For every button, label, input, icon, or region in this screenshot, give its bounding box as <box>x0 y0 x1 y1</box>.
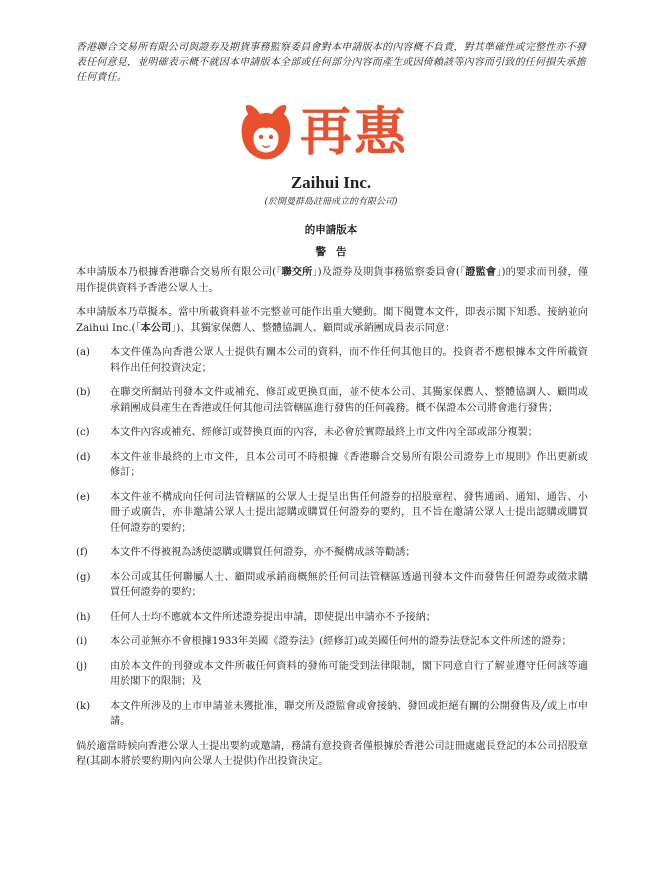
item-label: (d) <box>76 451 91 463</box>
list-item <box>76 345 588 376</box>
item-label: (f) <box>76 547 88 558</box>
item-label: (g) <box>76 571 91 583</box>
list-item <box>76 610 588 626</box>
item-text: 本文件並不構成向任何司法管轄區的公眾人士提呈出售任何證券的招股章程、發售通函、通知、通告、小冊子或廣告，亦非邀請公眾人士提出認購或購買任何證券的要約，且不旨在邀請公眾人士提出認購或購買任何證券的要約； <box>110 491 588 534</box>
list-item <box>76 385 588 416</box>
item-text: 由於本文件的刊發或本文件所載任何資料的發佈可能受到法律限制，閣下同意自行了解並遵守任何該等適用於閣下的限制；及 <box>110 660 588 687</box>
document-body <box>76 265 588 779</box>
draft-paragraph: 本申請版本乃草擬本。當中所載資料並不完整並可能作出重大變動。閣下閱覽本文件，即表示閣下知悉、接納並向Zaihui Inc.(「本公司」)、其獨家保薦人、整體協調人、顧問或承銷團成員表示同意： <box>76 307 588 334</box>
item-text: 本公司或其任何聯屬人士、顧問或承銷商概無於任何司法管轄區透過刊發本文件而發售任何證券或徵求購買任何證券的要約； <box>110 571 588 598</box>
incorporation-note: (於開曼群島註冊成立的有限公司) <box>264 197 398 207</box>
sfc-term: 證監會 <box>465 266 497 278</box>
item-text: 本文件不得被視為誘使認購或購買任何證券，亦不擬構成該等勸誘； <box>110 547 416 558</box>
item-text: 本文件所涉及的上市申請並未獲批准，聯交所及證監會或會接納、發回或拒絕有關的公開發售及╱或上市申請。 <box>110 700 588 727</box>
logo-wordmark: 再惠 <box>300 103 409 163</box>
item-label: (h) <box>76 611 91 623</box>
disclaimer-text: 香港聯合交易所有限公司與證券及期貨事務監察委員會對本申請版本的內容概不負責，對其準確性或完整性亦不發表任何意見，並明確表示概不就因本申請版本全部或任何部分內容而產生或因倚賴該等內容而引致的任何損失承擔任何責任。 <box>76 42 586 83</box>
warning-heading: 警告 <box>315 246 357 258</box>
item-label: (i) <box>76 636 88 647</box>
item-text: 本文件內容或補充、經修訂或替換頁面的內容，未必會於實際最終上市文件內全部或部分複製； <box>110 427 538 438</box>
list-item <box>76 699 588 730</box>
company-logo <box>236 100 426 166</box>
closing-paragraph: 倘於適當時候向香港公眾人士提出要約或邀請，務請有意投資者僅根據於香港公司註冊處處長登記的本公司招股章程(其副本將於要約期內向公眾人士提供)作出投資決定。 <box>76 740 588 767</box>
item-text: 本公司並無亦不會根據1933年美國《證券法》(經修訂)或美國任何州的證券法登記本文件所述的證券； <box>110 636 572 647</box>
list-item <box>76 545 588 561</box>
list-item <box>76 490 588 537</box>
list-item <box>76 570 588 601</box>
intro-paragraph: 本申請版本乃根據香港聯合交易所有限公司(「聯交所」)及證券及期貨事務監察委員會(「證監會」)的要求而刊發，僅用作提供資料予香港公眾人士。 <box>76 266 589 294</box>
item-text: 本文件並非最終的上市文件，且本公司可不時根據《香港聯合交易所有限公司證券上市規則》作出更新或修訂； <box>110 451 588 478</box>
item-text: 在聯交所網站刊發本文件或補充、修訂或更換頁面，並不使本公司、其獨家保薦人、整體協調人、顧問或承銷團成員產生在香港或任何其他司法管轄區進行發售的任何義務。概不保證本公司將會進行發售； <box>110 387 588 414</box>
company-term: 本公司 <box>140 321 172 334</box>
item-text: 本文件僅為向香港公眾人士提供有關本公司的資料，而不作任何其他目的。投資者不應根據本文件所載資料作出任何投資決定； <box>110 347 588 374</box>
list-item <box>76 659 588 690</box>
item-label: (b) <box>76 387 91 398</box>
item-text: 任何人士均不應就本文件所述證券提出申請，即使提出申請亦不予接納； <box>110 611 436 623</box>
item-label: (a) <box>76 347 91 358</box>
item-label: (e) <box>76 491 90 503</box>
item-label: (c) <box>76 427 90 438</box>
company-name: Zaihui Inc. <box>290 173 372 192</box>
document-title: 的申請版本 <box>304 224 358 236</box>
conditions-list <box>76 345 588 730</box>
item-label: (k) <box>76 700 91 712</box>
hkex-term: 聯交所 <box>281 266 313 278</box>
list-item <box>76 450 588 481</box>
list-item <box>76 634 588 650</box>
list-item <box>76 425 588 441</box>
item-label: (j) <box>76 660 88 672</box>
